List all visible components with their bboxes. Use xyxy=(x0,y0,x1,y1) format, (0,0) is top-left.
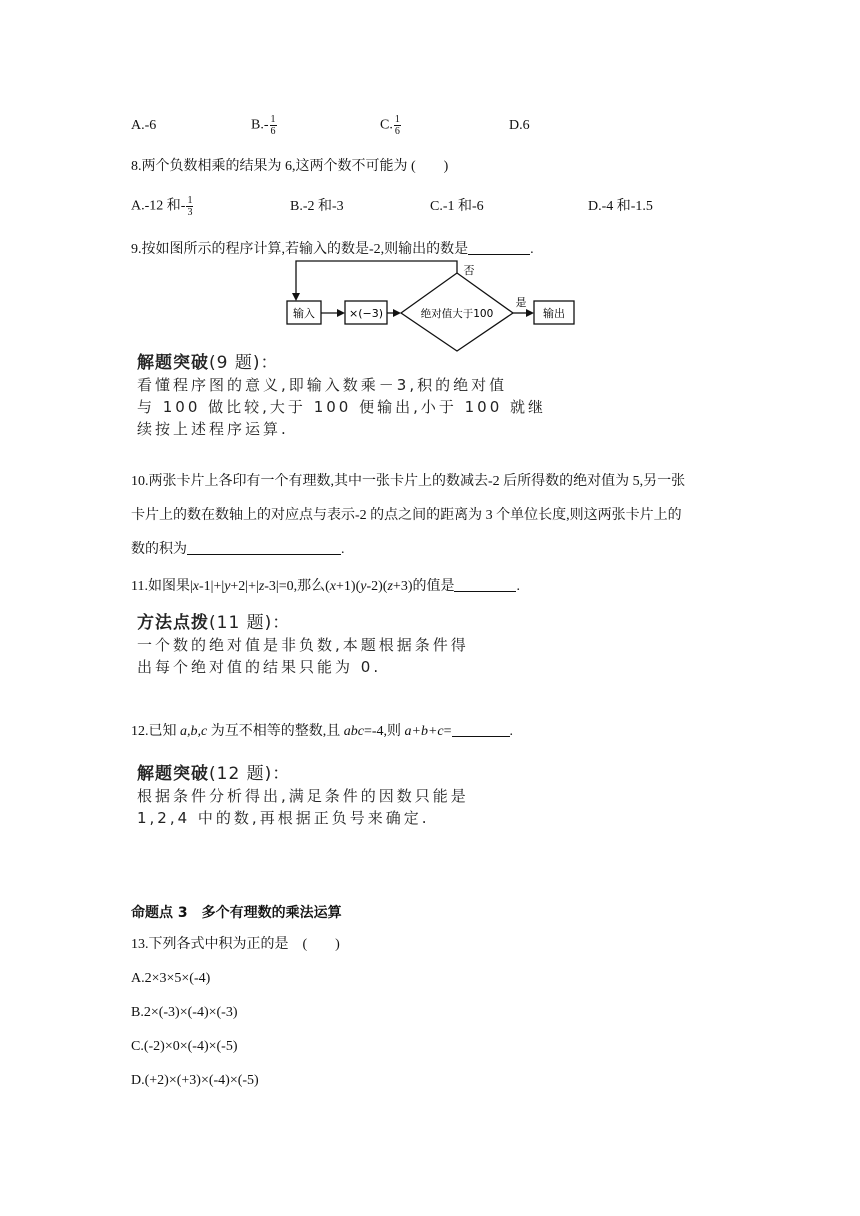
q7-option-d: D.6 xyxy=(509,118,530,133)
q12-stem: 12.已知 a,b,c 为互不相等的整数,且 abc=-4,则 a+b+c= . xyxy=(131,724,514,739)
tip-box-11 xyxy=(137,612,469,678)
tip-title: 解题突破(12 题)： xyxy=(137,764,291,784)
answer-blank[interactable] xyxy=(452,722,510,737)
tip-line: 看懂程序图的意义,即输入数乘－3,积的绝对值 xyxy=(137,376,508,394)
q10-line-3: 数的积为 . xyxy=(131,542,345,557)
q8-option-c: C.-1 和-6 xyxy=(430,199,484,214)
flow-condition-label: 绝对值大于100 xyxy=(420,308,494,320)
q7-option-a: A.-6 xyxy=(131,118,157,133)
tip-line: 一个数的绝对值是非负数,本题根据条件得 xyxy=(137,636,469,654)
flow-output-label: 输出 xyxy=(543,307,565,320)
q9-stem: 9.按如图所示的程序计算,若输入的数是-2,则输出的数是 . xyxy=(131,242,534,257)
tip-line: 1,2,4 中的数,再根据正负号来确定. xyxy=(137,809,430,827)
q13-option-a: A.2×3×5×(-4) xyxy=(131,971,211,986)
tip-line: 根据条件分析得出,满足条件的因数只能是 xyxy=(137,787,469,805)
q8-option-d: D.-4 和-1.5 xyxy=(588,199,653,214)
answer-blank[interactable] xyxy=(468,240,530,255)
q13-stem: 13.下列各式中积为正的是 ( ) xyxy=(131,937,340,952)
tip-title: 解题突破(9 题)： xyxy=(137,353,279,373)
flow-no-label: 否 xyxy=(463,264,475,277)
fraction: $\frac{1}{6}$ xyxy=(394,114,400,137)
fraction: $\frac{1}{3}$ xyxy=(187,195,193,218)
q8-stem: 8.两个负数相乘的结果为 6,这两个数不可能为 ( ) xyxy=(131,159,449,174)
fraction: $\frac{1}{6}$ xyxy=(270,114,276,137)
flow-multiply-label: ×(−3) xyxy=(348,307,384,320)
program-flowchart xyxy=(283,258,583,354)
q13-option-c: C.(-2)×0×(-4)×(-5) xyxy=(131,1039,238,1054)
loop-back-line xyxy=(296,261,457,294)
flow-input-label: 输入 xyxy=(293,307,315,320)
answer-blank[interactable] xyxy=(187,540,341,555)
q13-option-b: B.2×(-3)×(-4)×(-3) xyxy=(131,1005,238,1020)
arrow-head xyxy=(292,293,300,301)
q11-stem: 11.如图果|x-1|+|y+2|+|z-3|=0,那么(x+1)(y-2)(z+3)的值是 . xyxy=(131,579,520,594)
arrow-head xyxy=(393,309,401,317)
q7-option-b: B.- $\frac{1}{6}$ xyxy=(251,114,276,137)
arrow-head xyxy=(337,309,345,317)
q13-option-d: D.(+2)×(+3)×(-4)×(-5) xyxy=(131,1073,259,1088)
tip-title: 方法点拨(11 题)： xyxy=(137,613,291,633)
section-heading: 命题点 3 多个有理数的乘法运算 xyxy=(131,905,342,921)
tip-line: 出每个绝对值的结果只能为 0. xyxy=(137,658,382,676)
arrow-head xyxy=(526,309,534,317)
q8-option-a: A.-12 和- $\frac{1}{3}$ xyxy=(131,195,193,218)
tip-line: 与 100 做比较,大于 100 便输出,小于 100 就继 xyxy=(137,398,547,416)
answer-blank[interactable] xyxy=(454,577,516,592)
q10-line-1: 10.两张卡片上各印有一个有理数,其中一张卡片上的数减去-2 后所得数的绝对值为 5,另一张 xyxy=(131,474,686,489)
q8-option-b: B.-2 和-3 xyxy=(290,199,344,214)
tip-box-12 xyxy=(137,763,469,829)
q7-option-c: C. $\frac{1}{6}$ xyxy=(380,114,400,137)
tip-box-9 xyxy=(137,352,546,440)
flow-yes-label: 是 xyxy=(515,296,527,309)
q10-line-2: 卡片上的数在数轴上的对应点与表示-2 的点之间的距离为 3 个单位长度,则这两张卡片上的 xyxy=(131,508,682,523)
tip-line: 续按上述程序运算. xyxy=(137,420,289,438)
